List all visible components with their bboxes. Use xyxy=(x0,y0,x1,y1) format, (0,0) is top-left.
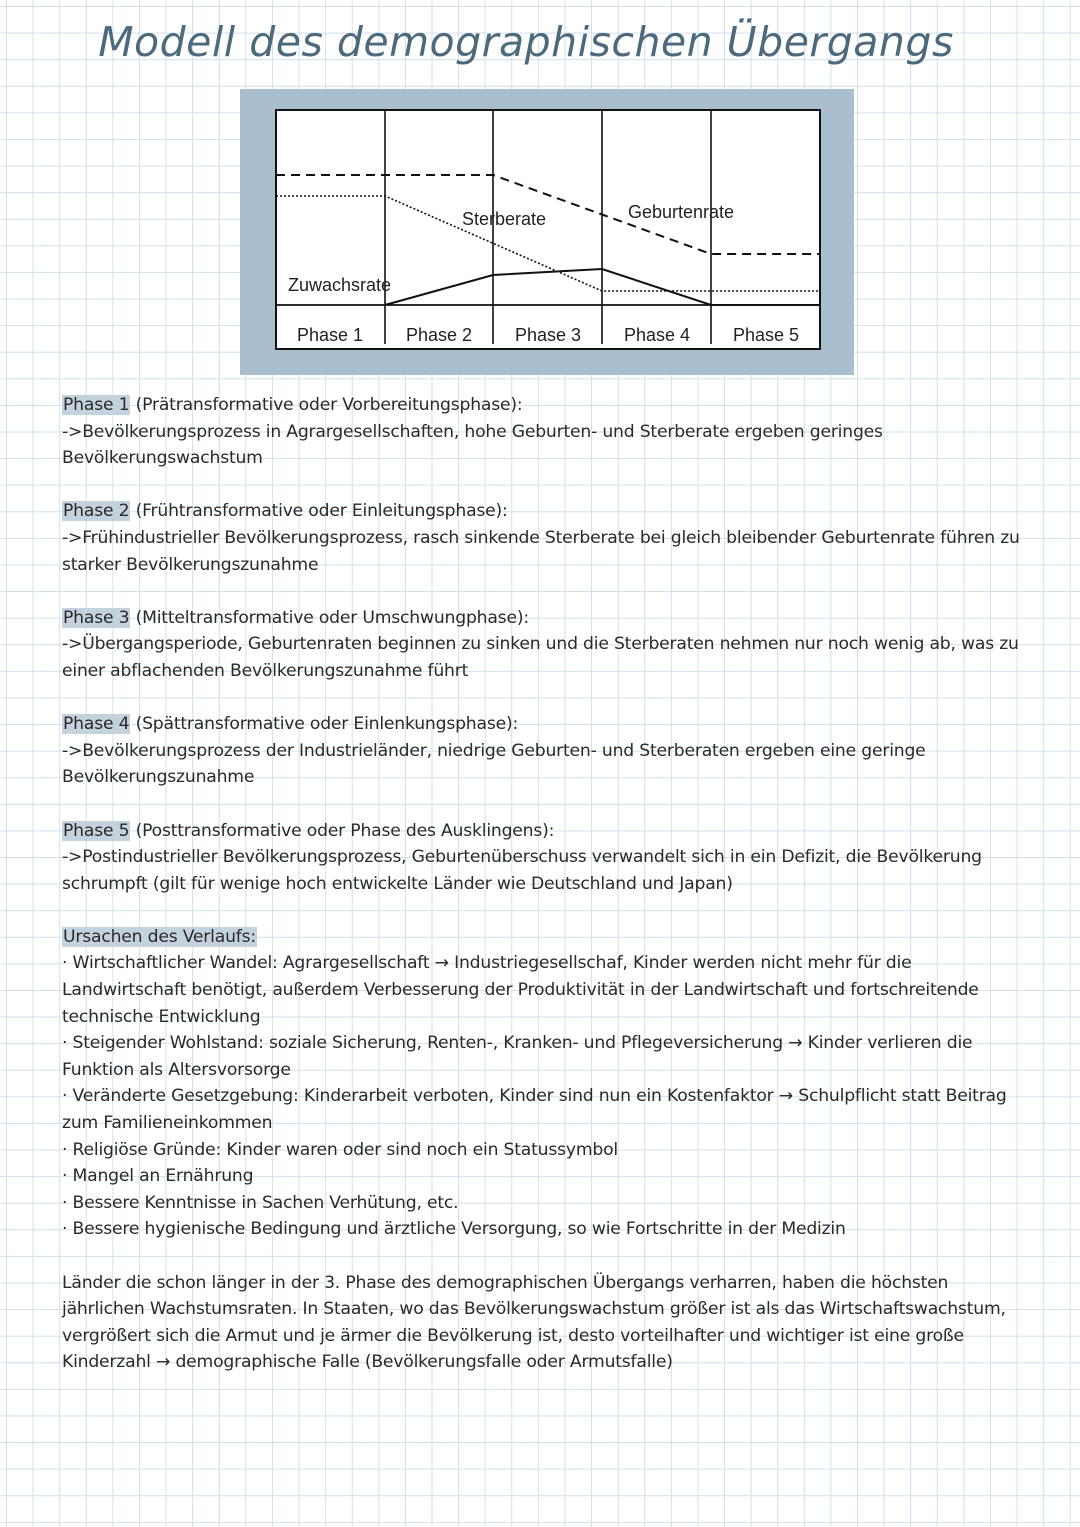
phase-label: Phase 5 xyxy=(63,820,130,841)
phase-2-section xyxy=(62,498,1022,578)
phase-3-section xyxy=(62,605,1022,685)
phase-description: ->Postindustrieller Bevölkerungsprozess, Geburtenüberschuss verwandelt sich in ein Defizit, die Bevölkerung schrumpft (gilt für wenige hoch entwickelte Länder wie Deutschland und Japan) xyxy=(62,847,982,894)
cause-item: · Veränderte Gesetzgebung: Kinderarbeit verboten, Kinder sind nun ein Kostenfaktor → Schulpflicht statt Beitrag zum Familieneinkommen xyxy=(62,1086,1007,1134)
phase-1-label: Phase 1 xyxy=(296,325,364,345)
phase-heading xyxy=(62,711,1022,738)
phase-heading xyxy=(62,605,1022,632)
phase-5-section xyxy=(62,818,1022,898)
phase-description: ->Frühindustrieller Bevölkerungsprozess, rasch sinkende Sterberate bei gleich bleibender Geburtenrate führen zu starker Bevölkerungszunahme xyxy=(62,527,1020,575)
phase-label: Phase 4 xyxy=(63,714,130,735)
phase-subtitle: (Spättransformative oder Einlenkungsphase): xyxy=(130,714,519,735)
notes-content xyxy=(62,392,1022,1403)
cause-item: · Steigender Wohlstand: soziale Sicherung, Renten-, Kranken- und Pflegeversicherung → Kinder verlieren die Funktion als Altersvorsorge xyxy=(62,1033,973,1080)
phase-heading xyxy=(62,818,1022,845)
phase-description: ->Bevölkerungsprozess der Industrieländer, niedrige Geburten- und Sterberaten ergeben eine geringe Bevölkerungszunahme xyxy=(62,740,926,788)
cause-item: · Religiöse Gründe: Kinder waren oder sind noch ein Statussymbol xyxy=(62,1139,618,1160)
phase-label: Phase 3 xyxy=(63,607,130,628)
phase-heading xyxy=(62,498,1022,525)
phase-4-section xyxy=(62,711,1022,791)
phase-4-label: Phase 4 xyxy=(623,325,691,345)
page-title: Modell des demographischen Übergangs xyxy=(98,18,954,66)
diagram-plot-area xyxy=(276,110,820,349)
phase-subtitle: (Posttransformative oder Phase des Ausklingens): xyxy=(130,820,555,841)
phase-1-section xyxy=(62,392,1022,472)
phase-3-label: Phase 3 xyxy=(514,325,582,345)
causes-section xyxy=(62,924,1022,1243)
phase-5-label: Phase 5 xyxy=(732,325,800,345)
geburtenrate-label: Geburtenrate xyxy=(628,202,735,222)
phase-heading xyxy=(62,392,1022,419)
phase-2-label: Phase 2 xyxy=(405,325,473,345)
causes-heading: Ursachen des Verlaufs: xyxy=(63,926,256,947)
conclusion-paragraph: Länder die schon länger in der 3. Phase des demographischen Übergangs verharren, haben die höchsten jährlichen Wachstumsraten. In Staaten, wo das Bevölkerungswachstum größer ist als das Wirtschaftswachstum, vergrößert sich die Armut und je ärmer die Bevölkerung ist, desto vorteilhafter und wichtiger ist eine große Kinderzahl → demographische Falle (Bevölkerungsfalle oder Armutsfalle) xyxy=(62,1272,1006,1373)
cause-item: · Mangel an Ernährung xyxy=(62,1166,254,1187)
zuwachsrate-label: Zuwachsrate xyxy=(288,275,392,295)
cause-item: · Bessere hygienische Bedingung und ärztliche Versorgung, so wie Fortschritte in der Medizin xyxy=(62,1219,846,1240)
phase-label: Phase 2 xyxy=(63,501,130,522)
demographic-transition-diagram xyxy=(240,89,854,375)
phase-subtitle: (Prätransformative oder Vorbereitungsphase): xyxy=(130,395,523,415)
phase-label: Phase 1 xyxy=(63,395,130,415)
diagram-svg xyxy=(240,89,854,375)
phase-description: ->Bevölkerungsprozess in Agrargesellschaften, hohe Geburten- und Sterberate ergeben geringes Bevölkerungswachstum xyxy=(62,421,883,469)
causes-heading-line xyxy=(62,924,1022,951)
cause-item: · Wirtschaftlicher Wandel: Agrargesellschaft → Industriegesellschaf, Kinder werden nicht mehr für die Landwirtschaft benötigt, außerdem Verbesserung der Produktivität in der Landwirtschaft und fortschreitende technische Entwicklung xyxy=(62,953,979,1027)
cause-item: · Bessere Kenntnisse in Sachen Verhütung, etc. xyxy=(62,1192,459,1213)
sterberate-label: Sterberate xyxy=(462,209,547,229)
phase-subtitle: (Frühtransformative oder Einleitungsphase): xyxy=(130,501,508,522)
phase-subtitle: (Mitteltransformative oder Umschwungphase): xyxy=(130,607,529,628)
phase-description: ->Übergangsperiode, Geburtenraten beginnen zu sinken und die Sterberaten nehmen nur noch wenig ab, was zu einer abflachenden Bevölkerungszunahme führt xyxy=(62,634,1019,681)
